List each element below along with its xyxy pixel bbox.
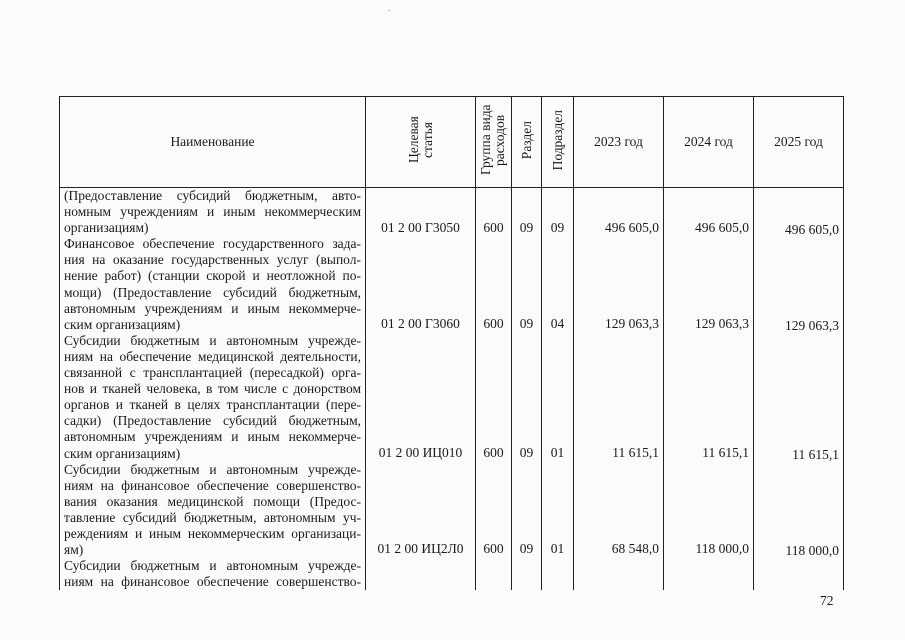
amount-2025: 11 615,1 xyxy=(792,447,839,462)
table-header-row xyxy=(60,97,844,188)
amount-2023: 68 548,0 xyxy=(611,541,659,556)
amount-2023: 11 615,1 xyxy=(612,445,659,460)
amount-2024: 118 000,0 xyxy=(695,541,749,556)
header-section xyxy=(512,97,542,188)
budget-table xyxy=(59,96,844,590)
description-line: ским организациям) xyxy=(64,445,181,461)
description-cell xyxy=(60,188,366,591)
subsection-code: 04 xyxy=(550,316,565,331)
subsection-code: 01 xyxy=(550,445,565,460)
subsection-code: 01 xyxy=(550,541,565,556)
expense-group-column xyxy=(476,188,512,591)
amount-2025: 496 605,0 xyxy=(785,222,839,237)
section-column xyxy=(512,188,542,591)
year-2024-column xyxy=(664,188,754,591)
description-line: Субсидии бюджетным и автономным учрежде- xyxy=(64,332,361,348)
target-code: 01 2 00 ИЦ010 xyxy=(378,445,463,460)
header-target xyxy=(366,97,476,188)
table-body-row xyxy=(60,188,844,591)
description-line: ским организациям) xyxy=(64,316,181,332)
year-2025-column xyxy=(754,188,844,591)
expense-group-code: 600 xyxy=(483,316,504,331)
header-2024: 2024 год xyxy=(664,97,754,188)
description-line: автономным учреждениям и иным некоммерче- xyxy=(64,300,361,316)
description-line: нов и тканей человека, в том числе с донорством xyxy=(64,381,361,397)
header-expense-group-text: Группа вида расходов xyxy=(477,104,507,176)
section-code: 09 xyxy=(519,316,534,331)
description-line: нение работ) (станции скорой и неотложной по- xyxy=(64,268,361,284)
expense-group-code: 600 xyxy=(483,220,504,235)
year-2023-column xyxy=(574,188,664,591)
section-code: 09 xyxy=(519,541,534,556)
target-code: 01 2 00 Г3060 xyxy=(381,316,460,331)
target-code: 01 2 00 Г3050 xyxy=(381,220,460,235)
header-subsection-text: Подраздел xyxy=(549,109,565,171)
description-line: организациям) xyxy=(64,220,149,236)
scan-mark xyxy=(388,10,390,11)
header-target-text: Целевая статья xyxy=(405,116,435,164)
header-subsection xyxy=(542,97,574,188)
section-code: 09 xyxy=(519,220,534,235)
description-line: Субсидии бюджетным и автономным учрежде- xyxy=(64,558,361,574)
description-line: Финансовое обеспечение государственного зада- xyxy=(64,236,361,252)
description-line: реждениям и иным некоммерческим организаци- xyxy=(64,525,361,541)
description-line: вания оказания медицинской помощи (Предос- xyxy=(64,493,361,509)
amount-2024: 496 605,0 xyxy=(695,220,749,235)
description-line: органов и тканей в целях трансплантации (пере- xyxy=(64,397,361,413)
amount-2024: 11 615,1 xyxy=(702,445,749,460)
subsection-column xyxy=(542,188,574,591)
subsection-code: 09 xyxy=(550,220,565,235)
header-2023: 2023 год xyxy=(574,97,664,188)
description-line: ям) xyxy=(64,542,84,558)
expense-group-code: 600 xyxy=(483,541,504,556)
description-line: мощи) (Предоставление субсидий бюджетным, xyxy=(64,284,361,300)
description-line: тавление субсидий бюджетным, автономным уч- xyxy=(64,509,361,525)
section-code: 09 xyxy=(519,445,534,460)
page-number: 72 xyxy=(820,593,834,608)
target-column xyxy=(366,188,476,591)
description-line: автономным учреждениям и иным некоммерче- xyxy=(64,429,361,445)
description-line: ниям на финансовое обеспечение совершенство- xyxy=(64,477,361,493)
description-line: ниям на финансовое обеспечение совершенство- xyxy=(64,574,361,590)
description-line: ниям на обеспечение медицинской деятельности, xyxy=(64,348,361,364)
description-line: ния на оказание государственных услуг (выпол- xyxy=(64,252,361,268)
amount-2025: 118 000,0 xyxy=(785,543,839,558)
amount-2025: 129 063,3 xyxy=(785,318,839,333)
amount-2023: 129 063,3 xyxy=(605,316,659,331)
header-expense-group xyxy=(476,97,512,188)
target-code: 01 2 00 ИЦ2Л0 xyxy=(377,541,464,556)
header-name: Наименование xyxy=(60,97,366,188)
amount-2024: 129 063,3 xyxy=(695,316,749,331)
amount-2023: 496 605,0 xyxy=(605,220,659,235)
description-line: связанной с трансплантацией (пересадкой) орга- xyxy=(64,365,361,381)
header-2025: 2025 год xyxy=(754,97,844,188)
header-section-text: Раздел xyxy=(518,120,534,160)
description-line: номным учреждениям и иным некоммерческим xyxy=(64,204,361,220)
expense-group-code: 600 xyxy=(483,445,504,460)
description-line: (Предоставление субсидий бюджетным, авто- xyxy=(64,188,361,203)
description-line: Субсидии бюджетным и автономным учрежде- xyxy=(64,461,361,477)
description-line: садки) (Предоставление субсидий бюджетным, xyxy=(64,413,361,429)
